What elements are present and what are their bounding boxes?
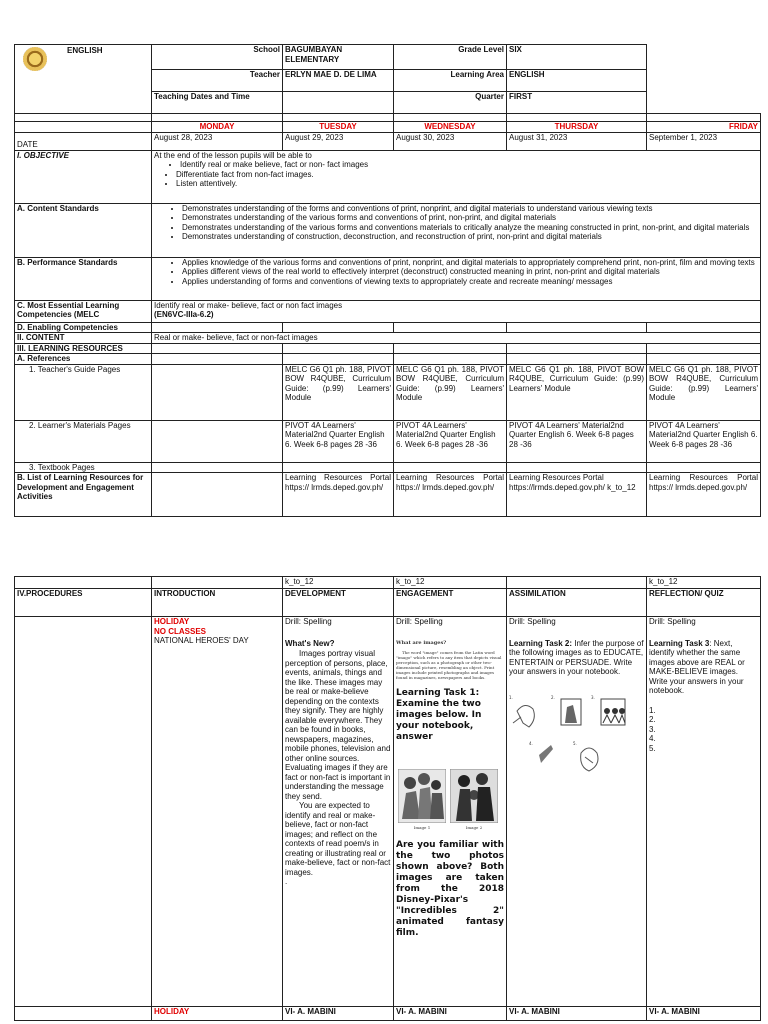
image-1 <box>398 769 446 831</box>
content-standard-item: • Demonstrates understanding of the various forms and conventions of print, non-print, and digital materials <box>182 213 758 223</box>
lm-friday: PIVOT 4A Learners' Material2nd Quarter English 6. Week 6-8 pages 28 -36 <box>647 420 761 462</box>
objective-item: • Differentiate fact from non-fact images. <box>176 170 758 180</box>
drill-text: Drill: Spelling <box>509 617 556 626</box>
image-2 <box>450 769 498 831</box>
lm-tuesday: PIVOT 4A Learners' Material2nd Quarter English 6. Week 6-8 pages 28 -36 <box>283 420 394 462</box>
incredibles-images <box>396 769 504 831</box>
learning-task-2-label: Learning Task 2: <box>509 638 572 648</box>
objective-intro: At the end of the lesson pupils will be able to <box>154 150 312 160</box>
day-monday: MONDAY <box>152 122 283 133</box>
teacher-value: ERLYN MAE D. DE LIMA <box>283 70 394 92</box>
learning-task-3-text: : Next, identify whether the same images above are REAL or MAKE-BELIEVE images. Write your answers in your notebook. <box>649 638 745 695</box>
school-value: BAGUMBAYAN ELEMENTARY <box>283 45 394 70</box>
date-wednesday: August 30, 2023 <box>394 132 507 150</box>
content-standards-label: A. Content Standards <box>15 203 152 257</box>
whats-new-body-2: You are expected to identify and real or make-believe, fact or non-fact images; and reflect on the contexts of read poem/s in creating or illustrating real or make-believe, fact or non-fact images. <box>285 801 391 877</box>
performance-standard-item: • Applies knowledge of the various forms and conventions of print, nonprint, and digital materials to appropriately comprehend print, non-print, film and moving texts <box>182 258 758 268</box>
procedures-label: IV.PROCEDURES <box>15 589 152 617</box>
mini-title: What are images? <box>396 639 447 646</box>
date-tuesday: August 29, 2023 <box>283 132 394 150</box>
image-1-caption: Image 1 <box>413 825 431 830</box>
drill-text: Drill: Spelling <box>285 617 332 626</box>
performance-standard-item: • Applies understanding of forms and conventions of viewing texts to appropriately create and recreate meaning/ messages <box>182 277 758 287</box>
thursday-cell <box>507 617 647 1007</box>
dot-text: . <box>285 877 288 886</box>
textbook-label: 3. Textbook Pages <box>15 462 152 473</box>
image-2-caption: Image 2 <box>465 825 483 830</box>
friday-cell <box>647 617 761 1007</box>
col-assimilation: ASSIMILATION <box>507 589 647 617</box>
lr-wednesday: Learning Resources Portal https:// lrmds.deped.gov.ph/ <box>394 473 507 517</box>
grade-label: Grade Level <box>394 45 507 70</box>
drill-text: Drill: Spelling <box>649 617 696 626</box>
superhero-image-icon <box>450 769 498 823</box>
day-friday: FRIDAY <box>647 122 761 133</box>
content-standards-cell <box>152 203 761 257</box>
content-label: II. CONTENT <box>15 333 152 344</box>
dates-label: Teaching Dates and Time <box>152 92 283 114</box>
k12-wednesday: k_to_12 <box>394 577 507 589</box>
answer-line: 2. <box>649 715 656 724</box>
section-tuesday: VI- A. MABINI <box>283 1007 394 1021</box>
section-wednesday: VI- A. MABINI <box>394 1007 507 1021</box>
lm-wednesday: PIVOT 4A Learners' Material2nd Quarter English 6. Week 6-8 pages 28 -36 <box>394 420 507 462</box>
lm-label: 2. Learner's Materials Pages <box>15 420 152 462</box>
task-images-icon <box>509 693 639 779</box>
learning-task-3 <box>649 639 758 696</box>
learning-task-2 <box>509 639 644 677</box>
day-thursday: THURSDAY <box>507 122 647 133</box>
references-label: A. References <box>15 354 152 365</box>
school-label: School <box>152 45 283 70</box>
enabling-label: D. Enabling Competencies <box>15 322 152 333</box>
k12-tuesday: k_to_12 <box>283 577 394 589</box>
objective-item: • Identify real or make believe, fact or non- fact images <box>180 160 758 170</box>
objective-list-2 <box>154 170 758 189</box>
school-logo-cell <box>15 45 152 114</box>
svg-text:5.: 5. <box>573 740 577 746</box>
wednesday-cell <box>394 617 507 1007</box>
resources-label: III. LEARNING RESOURCES <box>15 343 152 354</box>
answer-line: 1. <box>649 705 656 715</box>
content-standard-item: • Demonstrates understanding of the various forms and conventions materials to critically analyze the meaning constructed in print, non-print, and digital materials <box>182 223 758 233</box>
svg-text:4.: 4. <box>529 740 533 746</box>
answer-line: 3. <box>649 724 656 734</box>
performance-standard-item: • Applies different views of the real world to effectively interpret (deconstruct) constructed meaning in print, non-print and digital materials <box>182 267 758 277</box>
k12-friday: k_to_12 <box>647 577 761 589</box>
grade-value: SIX <box>507 45 647 70</box>
day-wednesday: WEDNESDAY <box>394 122 507 133</box>
section-thursday: VI- A. MABINI <box>507 1007 647 1021</box>
svg-text:3.: 3. <box>591 694 595 700</box>
objective-cell <box>152 150 761 203</box>
learning-task-2-text: Infer the purpose of the following images as to EDUCATE, ENTERTAIN or PERSUADE. Write your answers in your notebook. <box>509 638 644 676</box>
deped-seal-icon <box>23 47 47 71</box>
melc-label: C. Most Essential Learning Competencies (MELC <box>15 300 152 322</box>
family-image-icon <box>398 769 446 823</box>
holiday-text: HOLIDAY <box>154 617 190 626</box>
tg-wednesday: MELC G6 Q1 ph. 188, PIVOT BOW R4QUBE, Curriculum Guide: (p.99) Learners' Module <box>394 364 507 420</box>
day-tuesday: TUESDAY <box>283 122 394 133</box>
content-standard-item: • Demonstrates understanding of construction, deconstruction, and reconstruction of print, non-print and digital materials <box>182 232 758 242</box>
teacher-label: Teacher <box>152 70 283 92</box>
content-text: Real or make- believe, fact or non-fact images <box>152 333 761 344</box>
date-thursday: August 31, 2023 <box>507 132 647 150</box>
tg-thursday: MELC G6 Q1 ph. 188, PIVOT BOW R4QUBE, Curriculum Guide: (p.99) Learners' Module <box>507 364 647 420</box>
date-label: DATE <box>15 132 152 150</box>
area-label: Learning Area <box>394 70 507 92</box>
melc-code: (EN6VC-IIIa-6.2) <box>154 310 214 319</box>
section-friday: VI- A. MABINI <box>647 1007 761 1021</box>
monday-cell <box>152 617 283 1007</box>
col-introduction: INTRODUCTION <box>152 589 283 617</box>
date-monday: August 28, 2023 <box>152 132 283 150</box>
svg-text:1.: 1. <box>509 694 513 700</box>
bottom-holiday: HOLIDAY <box>152 1007 283 1021</box>
learning-task-1: Learning Task 1: Examine the two images below. In your notebook, answer <box>396 687 482 742</box>
familiar-question: Are you familiar with the two photos shown above? Both images are taken from the 2018 Disney-Pixar's "Incredibles 2" animated fantasy film. <box>396 840 504 938</box>
no-classes-text: NO CLASSES <box>154 626 207 636</box>
tg-label: 1. Teacher's Guide Pages <box>15 364 152 420</box>
lr-label: B. List of Learning Resources for Development and Engagement Activities <box>15 473 152 517</box>
quarter-label: Quarter <box>394 92 507 114</box>
tuesday-cell <box>283 617 394 1007</box>
subject-title: ENGLISH <box>67 46 103 55</box>
answer-line: 5. <box>649 743 656 753</box>
area-value: ENGLISH <box>507 70 647 92</box>
lm-thursday: PIVOT 4A Learners' Material2nd Quarter English 6. Week 6-8 pages 28 -36 <box>507 420 647 462</box>
answer-line: 4. <box>649 734 656 743</box>
svg-text:2.: 2. <box>551 694 555 700</box>
tg-friday: MELC G6 Q1 ph. 188, PIVOT BOW R4QUBE, Curriculum Guide: (p.99) Learners' Module <box>647 364 761 420</box>
quarter-value: FIRST <box>507 92 647 114</box>
performance-standards-cell <box>152 257 761 300</box>
learning-task-3-label: Learning Task 3 <box>649 638 710 648</box>
col-reflection: REFLECTION/ QUIZ <box>647 589 761 617</box>
tg-tuesday: MELC G6 Q1 ph. 188, PIVOT BOW R4QUBE, Curriculum Guide: (p.99) Learners' Module <box>283 364 394 420</box>
col-engagement: ENGAGEMENT <box>394 589 507 617</box>
date-friday: September 1, 2023 <box>647 132 761 150</box>
mini-text: The word "image" comes from the Latin word "imago" which refers to any item that depicts visual perception, such as a photograph or other two-dimensional picture, resembling an object. Print images include printed photographs and images found in magazines, newspapers and books. <box>396 649 502 680</box>
objective-list <box>154 160 758 170</box>
content-standard-item: • Demonstrates understanding of the forms and conventions of print, nonprint, and digital materials to understand various viewing texts <box>182 204 758 214</box>
answer-lines <box>649 706 758 754</box>
objective-label: I. OBJECTIVE <box>15 150 152 203</box>
performance-standards-label: B. Performance Standards <box>15 257 152 300</box>
lr-thursday: Learning Resources Portal https://lrmds.deped.gov.ph/ k_to_12 <box>507 473 647 517</box>
dll-header-table <box>14 44 761 517</box>
col-development: DEVELOPMENT <box>283 589 394 617</box>
whats-new-heading: What's New? <box>285 638 335 648</box>
heroes-day-text: NATIONAL HEROES' DAY <box>154 636 249 645</box>
drill-text: Drill: Spelling <box>396 617 443 626</box>
lr-tuesday: Learning Resources Portal https:// lrmds.deped.gov.ph/ <box>283 473 394 517</box>
dll-procedures-table <box>14 576 761 1021</box>
melc-text: Identify real or make- believe, fact or non fact images <box>154 300 343 310</box>
melc-cell <box>152 300 761 322</box>
lr-friday: Learning Resources Portal https:// lrmds.deped.gov.ph/ <box>647 473 761 517</box>
objective-item: • Listen attentively. <box>176 179 758 189</box>
whats-new-body: Images portray visual perception of persons, place, events, animals, things and the like. These images may be real or make-believe depending on the contexts they signify. They are highly available everywhere. They can be found in books, newspapers, magazines, mobile phones, television and other online sources. Evaluating images if they are fact or non-fact is important in understanding the message they send. <box>285 649 391 801</box>
